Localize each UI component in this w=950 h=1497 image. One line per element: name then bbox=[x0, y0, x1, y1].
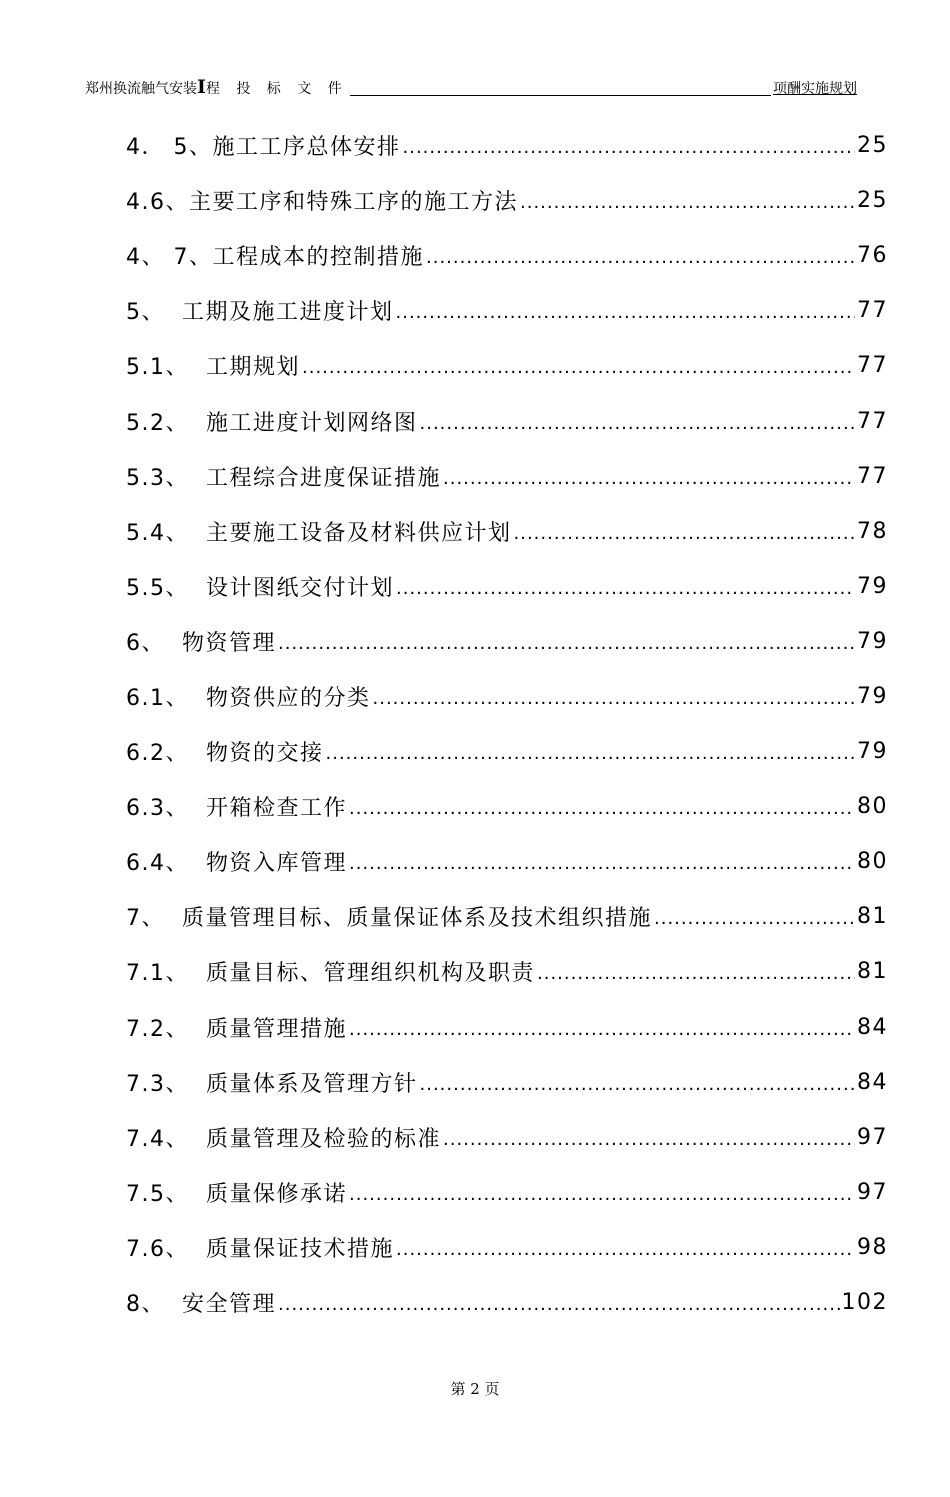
toc-entry-number: 7.1、 bbox=[126, 961, 189, 987]
toc-leader-dots bbox=[420, 1070, 855, 1095]
toc-entry-number: 6.3、 bbox=[126, 796, 189, 822]
toc-leader-dots bbox=[278, 1290, 839, 1315]
toc-entry[interactable] bbox=[126, 173, 888, 228]
toc-leader-dots bbox=[278, 629, 855, 654]
toc-leader-dots bbox=[373, 684, 855, 709]
toc-entry[interactable] bbox=[126, 614, 888, 669]
toc-leader-dots bbox=[443, 464, 855, 489]
toc-entry-page: 77 bbox=[857, 298, 888, 324]
toc-entry[interactable] bbox=[126, 669, 888, 724]
header-document-title: 郑州换流触气安装I程 投 标 文 件 bbox=[85, 76, 348, 98]
toc-leader-dots bbox=[443, 1125, 855, 1150]
toc-entry-title: 安全管理 bbox=[182, 1292, 277, 1318]
toc-entry-page: 84 bbox=[857, 1069, 888, 1095]
toc-leader-dots bbox=[326, 739, 855, 764]
toc-entry-title: 主要施工设备及材料供应计划 bbox=[206, 520, 512, 546]
toc-entry-number: 6.2、 bbox=[126, 741, 189, 767]
toc-entry-title: 4.6、主要工序和特殊工序的施工方法 bbox=[126, 190, 518, 216]
toc-entry-page: 25 bbox=[857, 188, 888, 214]
toc-entry-title: 工期规划 bbox=[206, 355, 301, 381]
toc-entry-page: 81 bbox=[857, 959, 888, 985]
toc-entry-title: 施工进度计划网络图 bbox=[206, 410, 418, 436]
toc-entry-title: 工期及施工进度计划 bbox=[182, 300, 394, 326]
toc-entry-title: 开箱检查工作 bbox=[206, 796, 348, 822]
toc-entry-number: 5.5、 bbox=[126, 575, 189, 601]
toc-entry-page: 79 bbox=[857, 573, 888, 599]
toc-leader-dots bbox=[537, 959, 855, 984]
toc-entry-number: 6.4、 bbox=[126, 851, 189, 877]
toc-entry-page: 79 bbox=[857, 628, 888, 654]
toc-entry-number: 7.6、 bbox=[126, 1236, 189, 1262]
toc-entry-page: 77 bbox=[857, 408, 888, 434]
toc-entry[interactable] bbox=[126, 1055, 888, 1110]
toc-entry[interactable] bbox=[126, 1165, 888, 1220]
toc-entry-number: 7、 bbox=[126, 906, 165, 932]
toc-entry-title: 物资供应的分类 bbox=[206, 685, 371, 711]
toc-leader-dots bbox=[654, 904, 855, 929]
toc-entry[interactable] bbox=[126, 724, 888, 779]
toc-entry-title: 质量管理目标、质量保证体系及技术组织措施 bbox=[182, 906, 653, 932]
toc-entry-page: 78 bbox=[857, 518, 888, 544]
toc-entry-title: 物资入库管理 bbox=[206, 851, 348, 877]
toc-entry[interactable] bbox=[126, 779, 888, 834]
toc-entry-title: 工程综合进度保证措施 bbox=[206, 465, 442, 491]
toc-entry-number: 7.3、 bbox=[126, 1071, 189, 1097]
toc-entry-title: 质量保修承诺 bbox=[206, 1181, 348, 1207]
toc-entry-number: 5.2、 bbox=[126, 410, 189, 436]
toc-entry-number: 6、 bbox=[126, 630, 165, 656]
toc-leader-dots bbox=[420, 409, 855, 434]
toc-entry-title: 物资的交接 bbox=[206, 741, 324, 767]
toc-entry-title: 4、 7、工程成本的控制措施 bbox=[126, 245, 424, 271]
toc-leader-dots bbox=[403, 133, 856, 158]
toc-leader-dots bbox=[426, 243, 855, 268]
toc-entry[interactable] bbox=[126, 118, 888, 173]
toc-entry[interactable] bbox=[126, 504, 888, 559]
toc-entry-number: 5、 bbox=[126, 300, 165, 326]
toc-entry-title: 设计图纸交付计划 bbox=[206, 575, 395, 601]
toc-entry-title: 质量管理及检验的标准 bbox=[206, 1126, 442, 1152]
toc-leader-dots bbox=[396, 1235, 855, 1260]
toc-entry-number: 5.3、 bbox=[126, 465, 189, 491]
toc-leader-dots bbox=[349, 1015, 855, 1040]
toc-entry-title: 4． 5、施工工序总体安排 bbox=[126, 135, 401, 161]
toc-entry[interactable] bbox=[126, 1220, 888, 1275]
toc-entry-page: 76 bbox=[857, 243, 888, 269]
toc-entry-number: 8、 bbox=[126, 1292, 165, 1318]
toc-leader-dots bbox=[514, 519, 855, 544]
toc-entry-page: 102 bbox=[841, 1290, 888, 1316]
toc-entry-page: 79 bbox=[857, 739, 888, 765]
toc-entry[interactable] bbox=[126, 393, 888, 448]
toc-entry[interactable] bbox=[126, 1110, 888, 1165]
toc-entry[interactable] bbox=[126, 338, 888, 393]
toc-entry-number: 7.5、 bbox=[126, 1181, 189, 1207]
toc-entry-title: 质量管理措施 bbox=[206, 1016, 348, 1042]
toc-entry[interactable] bbox=[126, 889, 888, 944]
toc-entry[interactable] bbox=[126, 449, 888, 504]
toc-leader-dots bbox=[349, 849, 855, 874]
toc-entry[interactable] bbox=[126, 228, 888, 283]
toc-entry-number: 5.1、 bbox=[126, 355, 189, 381]
toc-entry-title: 物资管理 bbox=[182, 630, 277, 656]
toc-entry-title: 质量保证技术措施 bbox=[206, 1236, 395, 1262]
toc-entry-number: 7.4、 bbox=[126, 1126, 189, 1152]
toc-leader-dots bbox=[396, 298, 855, 323]
toc-entry-title: 质量目标、管理组织机构及职责 bbox=[206, 961, 536, 987]
toc-leader-dots bbox=[520, 188, 855, 213]
toc-entry-page: 80 bbox=[857, 794, 888, 820]
table-of-contents bbox=[126, 118, 888, 1330]
toc-entry-number: 6.1、 bbox=[126, 685, 189, 711]
toc-entry-page: 97 bbox=[857, 1124, 888, 1150]
header-section-title: 项酬实施规划 bbox=[773, 81, 857, 97]
toc-entry-number: 7.2、 bbox=[126, 1016, 189, 1042]
toc-entry[interactable] bbox=[126, 834, 888, 889]
toc-leader-dots bbox=[396, 574, 855, 599]
page-number: 第 2 页 bbox=[450, 1380, 500, 1398]
toc-leader-dots bbox=[349, 794, 855, 819]
toc-leader-dots bbox=[302, 353, 855, 378]
toc-entry-page: 84 bbox=[857, 1014, 888, 1040]
toc-entry-page: 77 bbox=[857, 463, 888, 489]
toc-entry-page: 98 bbox=[857, 1234, 888, 1260]
toc-entry-page: 97 bbox=[857, 1179, 888, 1205]
toc-entry[interactable] bbox=[126, 1275, 888, 1330]
header-rule bbox=[350, 94, 771, 96]
page-header bbox=[85, 78, 857, 98]
toc-entry-title: 质量体系及管理方针 bbox=[206, 1071, 418, 1097]
toc-entry[interactable] bbox=[126, 283, 888, 338]
toc-entry-number: 5.4、 bbox=[126, 520, 189, 546]
toc-entry[interactable] bbox=[126, 559, 888, 614]
toc-entry-page: 80 bbox=[857, 849, 888, 875]
toc-entry-page: 77 bbox=[857, 353, 888, 379]
toc-entry[interactable] bbox=[126, 1000, 888, 1055]
toc-leader-dots bbox=[349, 1180, 855, 1205]
toc-entry-page: 81 bbox=[857, 904, 888, 930]
toc-entry-page: 25 bbox=[857, 133, 888, 159]
toc-entry-page: 79 bbox=[857, 683, 888, 709]
toc-entry[interactable] bbox=[126, 944, 888, 999]
